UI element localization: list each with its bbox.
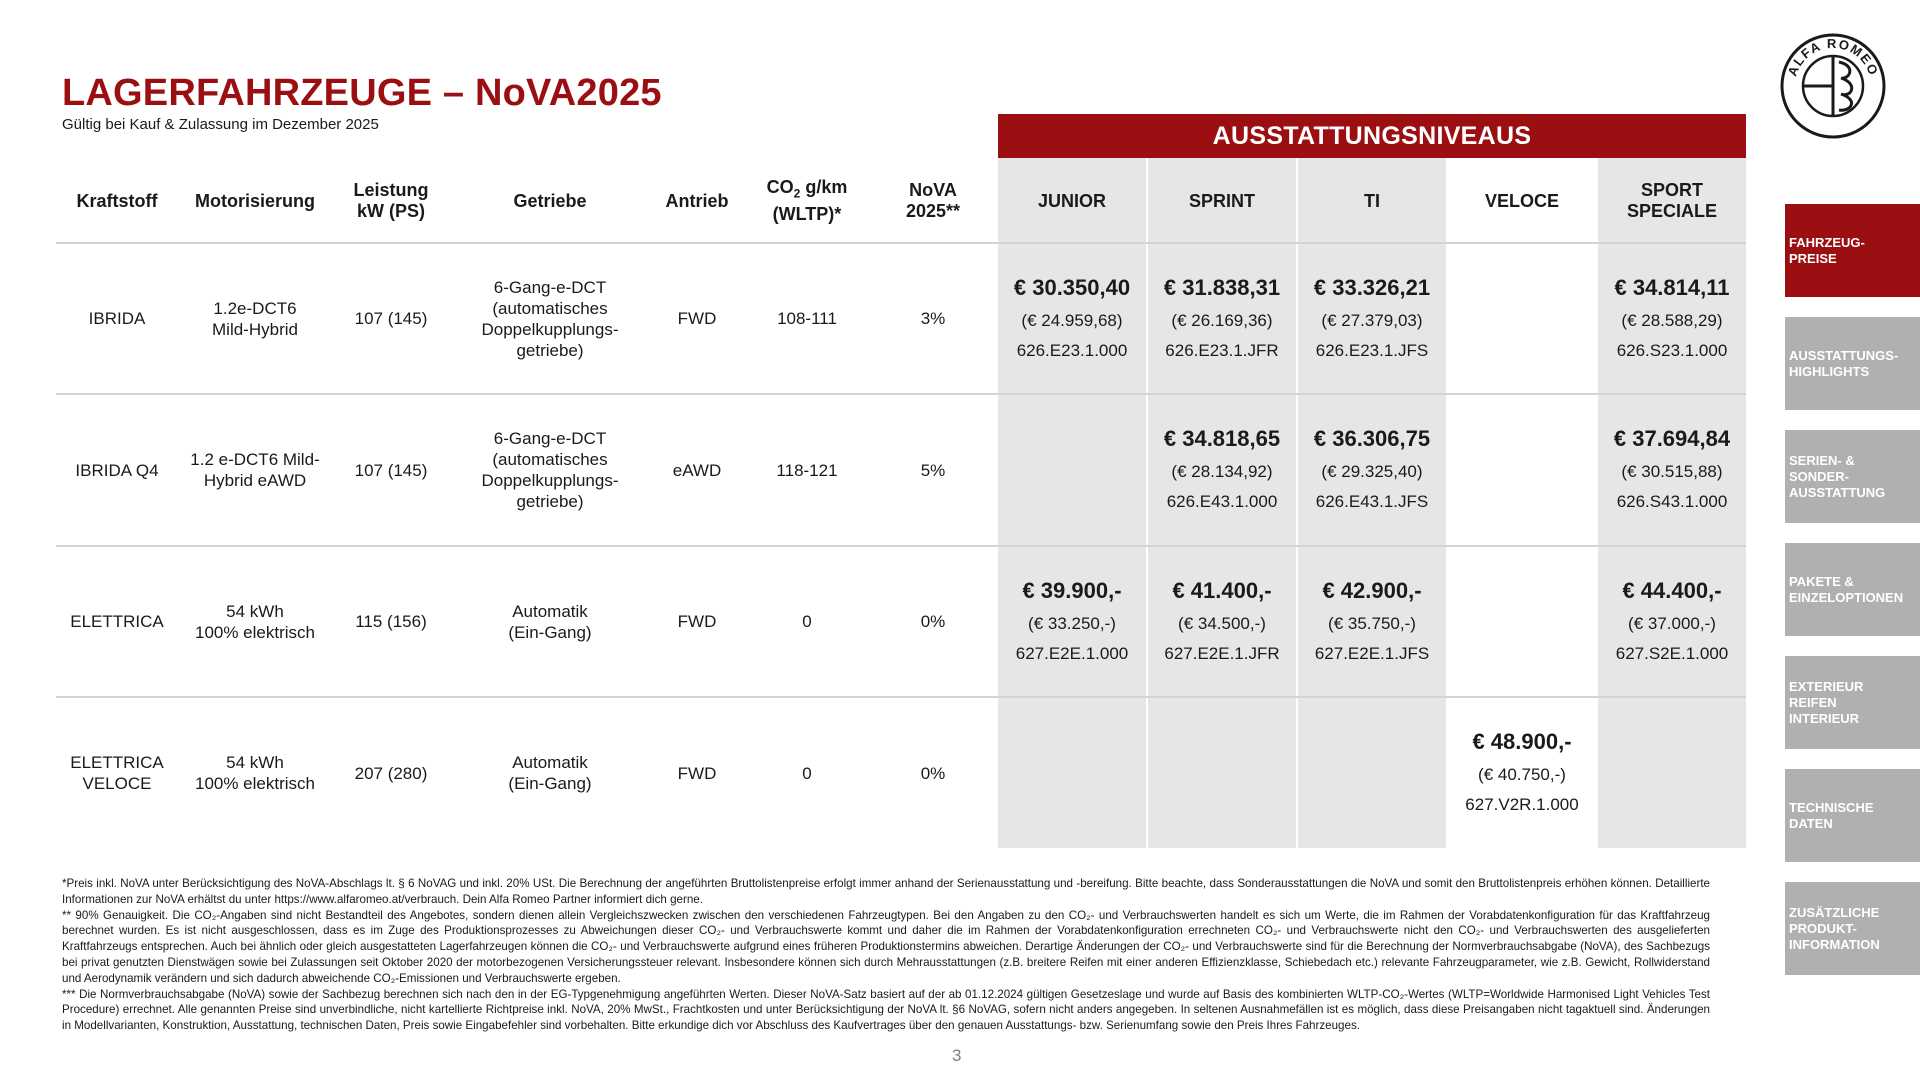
nav-zusaetzliche-produktinformation[interactable]: ZUSÄTZLICHE PRODUKT- INFORMATION bbox=[1785, 882, 1920, 975]
nav-exterieur-reifen-interieur[interactable]: EXTERIEUR REIFEN INTERIEUR bbox=[1785, 656, 1920, 749]
price-ibrida-ti: € 33.326,21 (€ 27.379,03) 626.E23.1.JFS bbox=[1313, 275, 1431, 360]
header-gearbox: Getriebe bbox=[513, 190, 587, 211]
footnote-co2: ** 90% Genauigkeit. Die CO₂-Angaben sind nicht Bestandteil des Angebotes, sondern dienen allein Vergleichszwecken zwischen den verschiedenen Fahrzeugtypen. Bei den Angaben zu den CO₂- und Verbrauchswerten handelt es sich um Werte, die im Rahmen der Vorabdatenkonfiguration für das Kraftfahrzeug berechnet wurden. Es ist nicht ausgeschlossen, dass es im Zuge des Produktionsprozesses zu Abweichungen dieser CO₂- und Verbrauchswerte kommt und daher die im Rahmen der Vorabdatenkonfiguration errechneten CO₂- und Verbrauchswerte nicht den CO₂- und Verbrauchswerten des ausgelieferten Kraftfahrzeugs entsprechen. Auch bei ähnlich oder gleich ausgestatteten Lagerfahrzeugen können die CO₂- und Verbrauchswerte aufgrund eines früheren Produktionstermins abweichen. Derartige Änderungen der CO₂- und Verbrauchswerte sind für die Berechnung der Normverbrauchsabgabe (NoVA), des Sachbezugs bei privat genutzten Dienstwägen sowie bei Zulassungen seit Oktober 2020 der motorbezogenen Versicherungssteuer relevant. Insbesondere können sich durch Mehrausstattungen (z.B. breitere Reifen mit einer anderen Effizienzklasse, Schiebedach etc.) relevante Fahrzeugparameter, wie z.B. Gewicht, Rollwiderstand und Aerodynamik verändern und sich dadurch abweichende CO₂-Emissionen und Verbrauchswerte ergeben. bbox=[62, 908, 1710, 985]
header-fuel: Kraftstoff bbox=[76, 190, 158, 211]
price-ibrida-sport-speciale: € 34.814,11 (€ 28.588,29) 626.S23.1.000 bbox=[1614, 275, 1730, 360]
row-elettrica-fuel: ELETTRICA bbox=[70, 612, 164, 631]
junior-column-shade bbox=[998, 158, 1146, 848]
svg-text:ALFA ROMEO: ALFA ROMEO bbox=[1784, 35, 1882, 79]
row-ibrida-q4-gearbox: 6-Gang-e-DCT (automatisches Doppelkupplungs- getriebe) bbox=[481, 429, 619, 511]
price-elettrica-veloce-veloce: € 48.900,- (€ 40.750,-) 627.V2R.1.000 bbox=[1465, 729, 1579, 814]
page-number: 3 bbox=[952, 1046, 962, 1065]
price-ibrida-q4-sprint: € 34.818,65 (€ 28.134,92) 626.E43.1.000 bbox=[1163, 426, 1281, 511]
row-elettrica-veloce-power: 207 (280) bbox=[354, 763, 428, 783]
row-ibrida-q4-co2: 118-121 bbox=[776, 460, 838, 480]
row-ibrida-q4-nova: 5% bbox=[920, 460, 946, 480]
row-ibrida-fuel: IBRIDA bbox=[88, 309, 146, 328]
footnotes bbox=[62, 876, 1710, 1034]
price-elettrica-junior: € 39.900,- (€ 33.250,-) 627.E2E.1.000 bbox=[1015, 578, 1129, 663]
price-ibrida-junior: € 30.350,40 (€ 24.959,68) 626.E23.1.000 bbox=[1013, 275, 1131, 360]
alfa-romeo-logo bbox=[1779, 32, 1887, 140]
header-drive: Antrieb bbox=[665, 190, 729, 211]
row-elettrica-gearbox: Automatik (Ein-Gang) bbox=[508, 601, 592, 642]
row-elettrica-veloce-gearbox: Automatik (Ein-Gang) bbox=[508, 753, 592, 793]
row-elettrica-power: 115 (156) bbox=[355, 612, 427, 631]
row-elettrica-veloce-co2: 0 bbox=[802, 763, 812, 783]
trim-levels-banner: AUSSTATTUNGSNIVEAUS bbox=[998, 114, 1746, 158]
nav-pakete-einzeloptionen[interactable]: PAKETE & EINZELOPTIONEN bbox=[1785, 543, 1920, 636]
row-ibrida-q4-power: 107 (145) bbox=[354, 460, 428, 480]
price-elettrica-sport-speciale: € 44.400,- (€ 37.000,-) 627.S2E.1.000 bbox=[1615, 578, 1729, 663]
price-elettrica-sprint: € 41.400,- (€ 34.500,-) 627.E2E.1.JFR bbox=[1164, 578, 1280, 663]
row-elettrica-veloce-nova: 0% bbox=[920, 763, 946, 783]
row-ibrida-engine: 1.2e-DCT6 Mild-Hybrid bbox=[212, 298, 298, 339]
price-ibrida-q4-ti: € 36.306,75 (€ 29.325,40) 626.E43.1.JFS bbox=[1313, 426, 1431, 511]
footnote-nova: *** Die Normverbrauchsabgabe (NoVA) sowie der Sachbezug berechnen sich nach den in der EG-Typgenehmigung angeführten Werten. Dieser NoVA-Satz basiert auf der ab 01.12.2024 gültigen Gesetzeslage und wurde auf Basis des kombinierten WLTP-CO₂-Wertes (WLTP=Worldwide Harmonised Light Vehicles Test Procedure) errechnet. Alle genannten Preise sind unverbindliche, nicht kartellierte Richtpreise inkl. NoVA, 20% MwSt., Frachtkosten und unter Berücksichtigung der NoVA lt. §6 NoVAG, sofern nicht anders angegeben. In seltenen Ausnahmefällen ist es möglich, dass diese Preisangaben nicht tagaktuell sind. Änderungen in Modellvarianten, Konstruktion, Ausstattung, technischen Daten, Preis sowie Eingabefehler sind vorbehalten. Bitte erkundige dich vor Abschluss des Kaufvertrages über den genauen Ausstattungs- bzw. Serienumfang sowie den Preis Ihres Fahrzeuges. bbox=[62, 987, 1710, 1033]
header-power: Leistung kW (PS) bbox=[353, 180, 429, 221]
row-ibrida-drive: FWD bbox=[677, 309, 717, 328]
header-nova: NoVA 2025** bbox=[905, 180, 961, 221]
row-ibrida-q4-fuel: IBRIDA Q4 bbox=[75, 460, 159, 480]
row-elettrica-drive: FWD bbox=[677, 612, 717, 631]
page-title: LAGERFAHRZEUGE – NoVA2025 bbox=[62, 72, 662, 114]
row-elettrica-co2: 0 bbox=[802, 612, 812, 631]
header-sprint: SPRINT bbox=[1188, 190, 1255, 211]
row-elettrica-veloce-fuel: ELETTRICA VELOCE bbox=[70, 753, 164, 793]
header-veloce: VELOCE bbox=[1484, 190, 1559, 211]
price-ibrida-sprint: € 31.838,31 (€ 26.169,36) 626.E23.1.JFR bbox=[1163, 275, 1281, 360]
price-ibrida-q4-sport-speciale: € 37.694,84 (€ 30.515,88) 626.S43.1.000 bbox=[1613, 426, 1731, 511]
row-ibrida-q4-drive: eAWD bbox=[672, 460, 722, 480]
nav-fahrzeugpreise[interactable]: FAHRZEUG- PREISE bbox=[1785, 204, 1920, 297]
header-engine: Motorisierung bbox=[195, 190, 315, 211]
header-junior: JUNIOR bbox=[1037, 190, 1106, 211]
row-ibrida-power: 107 (145) bbox=[354, 309, 428, 328]
header-co2: $CO_2$ g/km (WLTP)* bbox=[766, 176, 848, 225]
nav-technische-daten[interactable]: TECHNISCHE DATEN bbox=[1785, 769, 1920, 862]
validity-note: Gültig bei Kauf & Zulassung im Dezember 2025 bbox=[62, 116, 379, 133]
row-ibrida-gearbox: 6-Gang-e-DCT (automatisches Doppelkupplungs- getriebe) bbox=[481, 277, 619, 360]
row-elettrica-engine: 54 kWh 100% elektrisch bbox=[194, 601, 315, 642]
price-elettrica-ti: € 42.900,- (€ 35.750,-) 627.E2E.1.JFS bbox=[1314, 578, 1430, 663]
header-sport-speciale: SPORT SPECIALE bbox=[1626, 180, 1718, 221]
header-ti: TI bbox=[1364, 190, 1380, 211]
row-elettrica-veloce-engine: 54 kWh 100% elektrisch bbox=[194, 753, 315, 793]
nav-serien-sonderausstattung[interactable]: SERIEN- & SONDER- AUSSTATTUNG bbox=[1785, 430, 1920, 523]
row-ibrida-nova: 3% bbox=[920, 309, 946, 328]
row-elettrica-nova: 0% bbox=[920, 612, 946, 631]
row-ibrida-q4-engine: 1.2 e-DCT6 Mild- Hybrid eAWD bbox=[190, 450, 320, 490]
row-ibrida-co2: 108-111 bbox=[777, 309, 837, 328]
nav-ausstattungs-highlights[interactable]: AUSSTATTUNGS- HIGHLIGHTS bbox=[1785, 317, 1920, 410]
footnote-price: *Preis inkl. NoVA unter Berücksichtigung des NoVA-Abschlags lt. § 6 NoVAG und inkl. 20% USt. Die Berechnung der angeführten Bruttolistenpreise erfolgt immer anhand der Serienausstattung und -bereifung. Bitte beachte, dass Sonderausstattungen die NoVA und somit den Bruttolistenpreis erhöhen können. Detaillierte Informationen zur NoVA erhältst du unter https://www.alfaromeo.at/verbrauch. Dein Alfa Romeo Partner informiert dich gerne. bbox=[62, 877, 1710, 906]
row-elettrica-veloce-drive: FWD bbox=[677, 763, 717, 783]
